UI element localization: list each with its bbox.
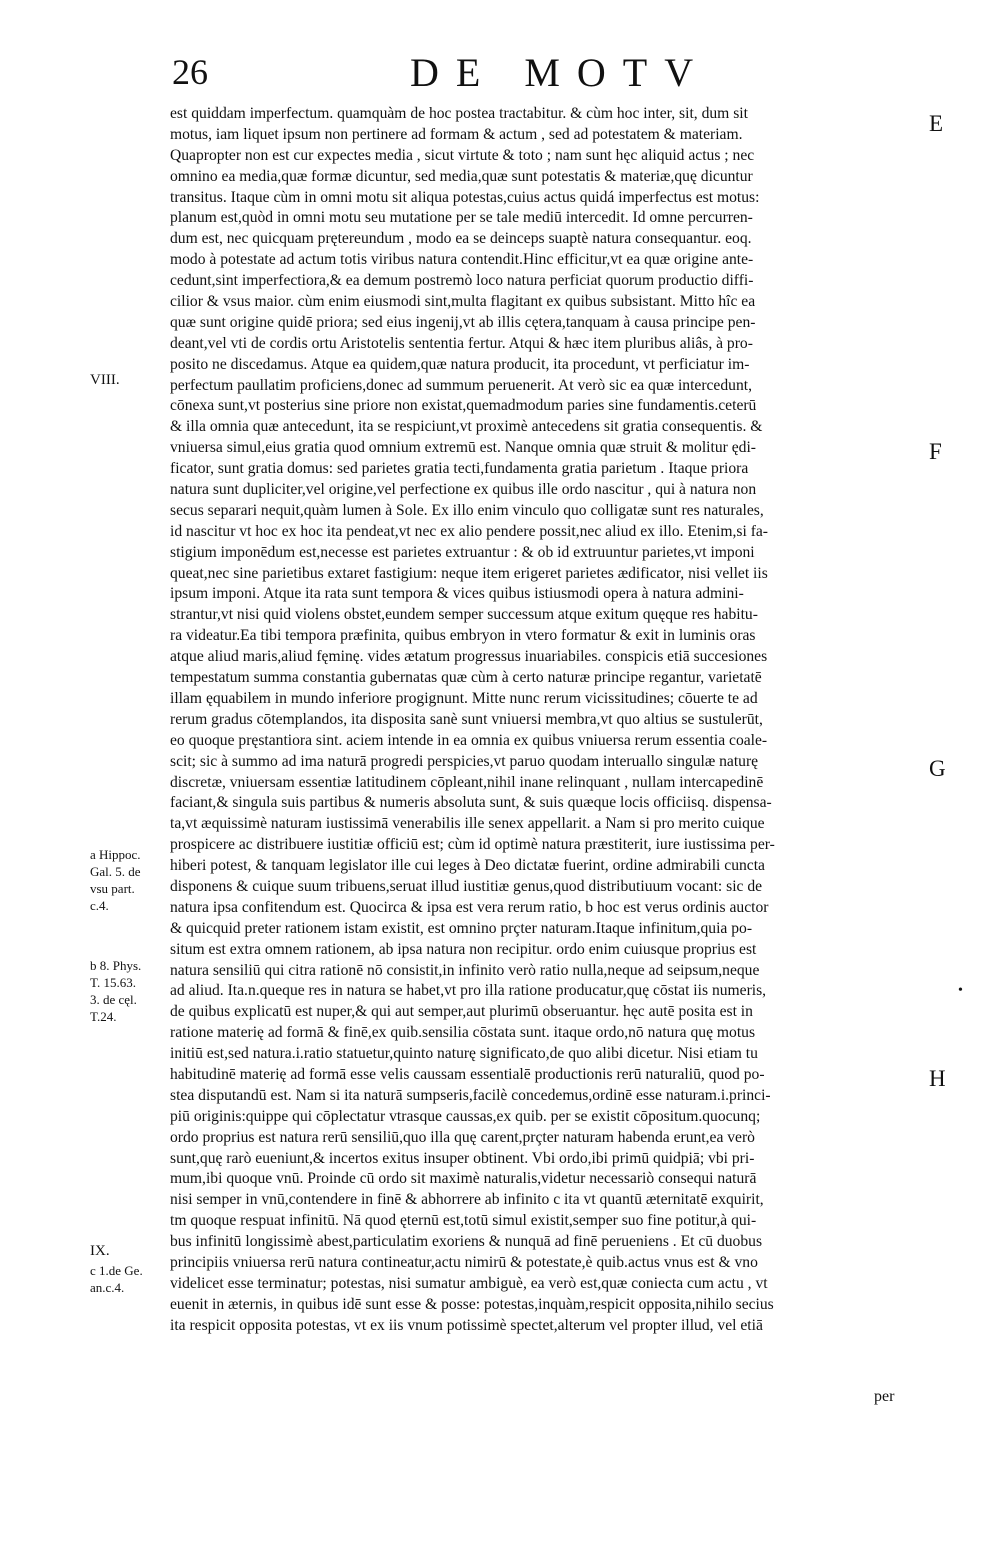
text-line: modo à potestate ad actum totis viribus natura contendit.Hinc efficitur,vt ea quæ origine ante- xyxy=(170,251,754,269)
margin-letter-f: F xyxy=(929,439,942,464)
text-line: ficator, sunt gratia domus: sed parietes gratia tecti,fundamenta gratia parietum . Itaque priora xyxy=(170,460,749,478)
text-line: principiis vniuersa rerū natura contineatur,actu nimirū & potestate,è quib.actus vnus est & vno xyxy=(170,1253,758,1271)
text-line: ad aliud. Ita.n.queque res in natura se habet,vt pro illa ratione producatur,quę cōstat iis numeris, xyxy=(170,982,767,1000)
text-line: posito ne discedamus. Atque ea quidem,quæ natura producit, ita procedunt, vt perficiatur im- xyxy=(170,355,750,373)
text-line: est quiddam imperfectum. quamquàm de hoc postea tractabitur. & cùm hoc inter, sit, dum sit xyxy=(170,105,748,122)
text-line: ita respicit opposita potestas, vt ex iis vnum potissimè spectet,alterum vel propter illud, vel etiā xyxy=(170,1316,763,1334)
text-line: natura ipsa confitendum est. Quocirca & ipsa est vera rerum ratio, b hoc est verus ordinis auctor xyxy=(170,898,769,916)
text-line: id nascitur vt hoc ex hoc ita pendeat,vt nec ex alio pendere possit,nec aliud ex illo. Etenim,si fa- xyxy=(170,522,768,540)
margin-letter-e: E xyxy=(929,111,944,136)
text-line: ratione materię ad formā & finē,ex quib.sensilia cōstata sunt. itaque ordo,nō natura quę motus xyxy=(170,1024,756,1042)
text-line: euenit in æternis, in quibus idē sunt esse & posse: potestas,inquàm,respicit opposita,nihilo secius xyxy=(170,1295,774,1313)
text-line: illam ęquabilem in mundo inferiore progignunt. Mitte nunc rerum vicissitudines; cōuerte te ad xyxy=(170,689,758,707)
text-line: ta,vt æquissimè naturam iustissimā venerabilis ille senex appellarit. a Nam si pro merito cuique xyxy=(170,815,765,833)
margin-letter-g: G xyxy=(929,756,946,781)
text-line: tm quoque respuat infinitū. Nā quod ęternū est,totū simul existit,semper suo fine potitur,à qui- xyxy=(170,1212,757,1230)
text-line: ra videatur.Ea tibi tempora præfinita, quibus embryon in vtero formatur & exit in luminis oras xyxy=(170,627,756,645)
text-line: perfectum paullatim proficiens,donec ad summum peruenerit. At verò sic ea quæ intercedunt, xyxy=(170,376,752,394)
margin-dot: • xyxy=(958,983,963,998)
margin-note-b: b 8. Phys. T. 15.63. 3. de cęl. T.24. xyxy=(90,958,142,1024)
text-line: omnino ea media,quæ formæ dicuntur, sed media,quæ sunt potestatis & materiæ,quę dicuntur xyxy=(170,167,753,185)
text-line: prospicere ac distribuere iustitiæ officiū est; cùm id optimè natura præstiterit, iure iustissima per- xyxy=(170,836,775,854)
text-line: situm est extra omnem rationem, ab ipsa natura non recipitur. ordo enim cuiusque proprius est xyxy=(170,940,757,958)
chapter-number-viii: VIII. xyxy=(90,372,120,388)
margin-note-c: c 1.de Ge. an.c.4. xyxy=(90,1263,143,1295)
text-line: bus infinitū longissimè abest,particulatim exoriens & nunquā ad finē perueniens . Et cū duobus xyxy=(170,1233,763,1251)
text-line: planum est,quòd in omni motu seu mutatione per se tale mediū intercedit. Id omne percurren- xyxy=(170,209,753,227)
text-line: secus separari nequit,quàm lumen à Sole. Ex illo enim vinculo quo colligatæ sunt res naturales, xyxy=(170,501,764,519)
text-line: & quicquid preter rationem istam existit, est omnino prçter naturam.Itaque infinitum,quia po- xyxy=(170,919,753,937)
text-line: nisi semper in vnū,contendere in finē & abhorrere ab infinito c ita vt quantū æternitatē exquirit, xyxy=(170,1191,764,1209)
text-line: cedunt,sint imperfectiora,& ea demum postremò loco natura perficiat quorum productio diffi- xyxy=(170,272,754,290)
text-line: ipsum imponi. Atque ita rata sunt tempora & vices quibus istiusmodi opera à natura admini- xyxy=(170,585,744,603)
text-line: vniuersa simul,eius gratia quod omnium extremū est. Nanque omnia quæ struit & molitur ędi- xyxy=(170,439,756,457)
text-line: queat,nec sine parietibus extaret fastigium: neque item erigeret parietes ædificator, nisi vellet iis xyxy=(170,564,768,582)
text-line: faciant,& singula suis partibus & numeris absoluta sunt, & suis quæque locis officiisq. dispensa- xyxy=(170,794,772,812)
text-line: motus, iam liquet ipsum non pertinere ad formam & actum , sed ad potestatem & materiam. xyxy=(170,125,743,143)
text-line: Quapropter non est cur expectes media , sicut virtute & toto ; nam sunt hęc aliquid actus ; nec xyxy=(170,146,755,164)
text-line: piū originis:quippe qui cōplectatur vtrasque caussas,ex quib. per se existit cōpositum.quocunq; xyxy=(170,1107,761,1125)
text-line: natura sunt dupliciter,vel origine,vel perfectione ex quibus ille ordo nascitur , qui à natura non xyxy=(170,481,757,499)
text-line: rerum gradus cōtemplandos, ita disposita sanè sunt vniuersi membra,vt quo altius se sustulerūt, xyxy=(170,710,763,728)
text-line: videlicet esse terminatur; potestas, nisi sumatur ambiguè, ea verò est,quæ coniecta cum actu , vt xyxy=(170,1274,768,1292)
page-number: 26 xyxy=(172,52,208,92)
text-line: quæ sunt origine quidē priora; sed eius ingenij,vt ab illis cętera,tanquam à causa principe pen- xyxy=(170,313,756,331)
text-line: tempestatum summa constantia gubernatas quæ cùm à certo naturæ principe regantur, varietatē xyxy=(170,669,762,687)
text-line: stigium imponēdum est,necesse est parietes extruantur : & ob id extruuntur parietes,vt imponi xyxy=(170,543,755,561)
text-line: dum est, nec quicquam prętereundum , modo ea se deinceps suaptè natura consequantur. eoq. xyxy=(170,230,752,248)
text-line: natura sensiliū qui citra rationē nō consistit,in infinito verò ratio nulla,neque ad seipsum,neque xyxy=(170,961,760,979)
text-line: atque aliud maris,aliud fęminę. vides ætatum progressus inuariabiles. conspicis etiā succesiones xyxy=(170,648,768,666)
text-line: disponens & cuique suum tribuens,seruat illud iustitiæ genus,quod distributiuum vocant: sic de xyxy=(170,877,763,895)
text-line: hiberi potest, & tanquam legislator ille cui leges à Deo dictatæ fuerint, ordine admirabili cuncta xyxy=(170,857,765,875)
text-line: strantur,vt nisi quid violens obstet,eundem semper successum atque exitum quęque res habitu- xyxy=(170,606,758,624)
text-line: eo quoque pręstantiora sint. aciem intende in ea omnia ex quibus vniuersa rerum essentia coale- xyxy=(170,731,768,749)
body-text xyxy=(170,104,930,1337)
text-line: de quibus explicatū est nuper,& qui aut semper,aut plurimū obseruantur. hęc autē posita est in xyxy=(170,1003,753,1021)
text-line: cōnexa sunt,vt posterius sine priore non existat,quemadmodum paries sine fundamentis.ceterū xyxy=(170,397,757,415)
chapter-number-ix: IX. xyxy=(90,1243,110,1259)
text-line: stea disputandū est. Nam si ita naturā sumpseris,facilè concedemus,ordinē esse naturam.i.princi- xyxy=(170,1086,771,1104)
text-line: mum,ibi quoque vnū. Proinde cū ordo sit maximè naturalis,videtur necessariò consequi naturā xyxy=(170,1170,757,1188)
margin-note-a: a Hippoc. Gal. 5. de vsu part. c.4. xyxy=(90,847,141,913)
text-line: sunt,quę rarò eueniunt,& incertos exitus insuper obtinent. Vbi ordo,ibi primū quidpiā; vbi pri- xyxy=(170,1149,755,1167)
text-line: transitus. Itaque cùm in omni motu sit aliqua potestas,cuius actus quidá imperfectus est motus: xyxy=(170,188,760,206)
text-line: & illa omnia quæ antecedunt, ita se respiciunt,vt proximè antecedens sit gratia consequentis. & xyxy=(170,418,763,436)
margin-letter-h: H xyxy=(929,1066,946,1091)
catchword: per xyxy=(874,1388,895,1405)
text-line: habitudinē materię ad formā esse velis caussam essentialē productionis rerū naturaliū, quod po- xyxy=(170,1065,765,1083)
text-line: scit; sic à summo ad ima naturā progredi perspicies,vt paruo quodam interuallo singulæ naturę xyxy=(170,752,759,770)
text-line: discretæ, vniuersam essentiæ latitudinem cōpleant,nihil inane relinquant , nullam intercapedinē xyxy=(170,773,764,791)
running-head: DE MOTV xyxy=(410,50,711,95)
text-line: cilior & vsus maior. cùm enim eiusmodi sint,multa flagitant ex quibus subsistant. Mitto hîc ea xyxy=(170,293,756,311)
text-line: initiū est,sed natura.i.ratio statuetur,quinto naturę significato,de quo alibi dicetur. Nisi etiam tu xyxy=(170,1045,758,1063)
text-line: deant,vel vti de cordis ortu Aristotelis sententia fertur. Atqui & hæc item pluribus aliâs, à pro- xyxy=(170,334,753,352)
text-line: ordo proprius est natura rerū sensiliū,quo illa quę carent,prçter naturam habenda erunt,ea verò xyxy=(170,1128,755,1146)
